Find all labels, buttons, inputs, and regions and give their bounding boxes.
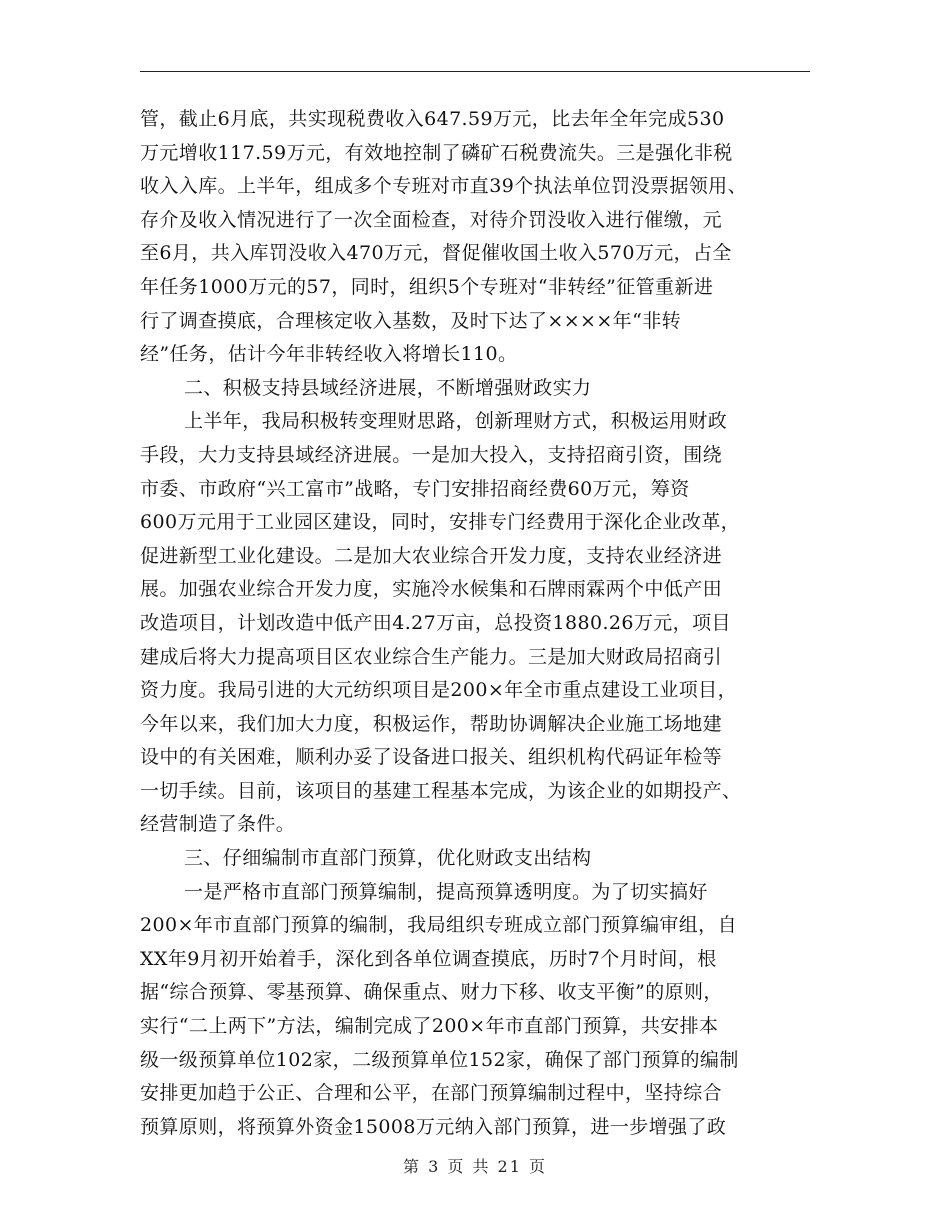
body-line: 收入入库。上半年，组成多个专班对市直39个执法单位罚没票据领用、 (140, 175, 747, 198)
paragraph-first-line: 上半年，我局积极转变理财思路，创新理财方式，积极运用财政 (184, 410, 728, 433)
body-line: 经营制造了条件。 (140, 813, 296, 836)
body-line: 据“综合预算、零基预算、确保重点、财力下移、收支平衡”的原则， (140, 981, 723, 1004)
body-line: 市委、市政府“兴工富市”战略，专门安排招商经费60万元，筹资 (140, 477, 690, 500)
body-line: 存介及收入情况进行了一次全面检查，对待介罚没收入进行催缴，元 (140, 208, 723, 231)
body-line: XX年9月初开始着手，深化到各单位调查摸底，历时7个月时间，根 (140, 947, 717, 970)
body-line: 改造项目，计划改造中低产田4.27万亩，总投资1880.26万元，项目 (140, 611, 731, 634)
document-body (140, 103, 815, 1144)
section-heading: 三、仔细编制市直部门预算，优化财政支出结构 (184, 847, 592, 870)
body-line: 展。加强农业综合开发力度，实施冷水候集和石牌雨霖两个中低产田 (140, 578, 723, 601)
body-line: 今年以来，我们加大力度，积极运作，帮助协调解决企业施工场地建 (140, 712, 723, 735)
body-line: 一切手续。目前，该项目的基建工程基本完成，为该企业的如期投产、 (140, 779, 742, 802)
body-line: 实行“二上两下”方法，编制完成了200×年市直部门预算，共安排本 (140, 1015, 719, 1038)
body-line: 年任务1000万元的57，同时，组织5个专班对“非转经”征管重新进 (140, 275, 714, 298)
body-line: 预算原则，将预算外资金15008万元纳入部门预算，进一步增强了政 (140, 1115, 727, 1138)
body-line: 200×年市直部门预算的编制，我局组织专班成立部门预算编审组，自 (140, 914, 737, 937)
body-line: 万元增收117.59万元，有效地控制了磷矿石税费流失。三是强化非税 (140, 141, 733, 164)
body-line: 促进新型工业化建设。二是加大农业综合开发力度，支持农业经济进 (140, 544, 723, 567)
body-line: 资力度。我局引进的大元纺织项目是200×年全市重点建设工业项目， (140, 679, 737, 702)
body-line: 建成后将大力提高项目区农业综合生产能力。三是加大财政局招商引 (140, 645, 723, 668)
body-line: 行了调查摸底，合理核定收入基数，及时下达了××××年“非转 (140, 309, 681, 332)
body-line: 经”任务，估计今年非转经收入将增长110。 (140, 343, 518, 366)
paragraph-first-line: 一是严格市直部门预算编制，提高预算透明度。为了切实搞好 (184, 880, 708, 903)
body-line: 设中的有关困难，顺利办妥了设备进口报关、组织机构代码证年检等 (140, 746, 723, 769)
section-heading: 二、积极支持县域经济进展，不断增强财政实力 (184, 376, 592, 399)
body-line: 管，截止6月底，共实现税费收入647.59万元，比去年全年完成530 (140, 108, 725, 130)
body-line: 至6月，共入库罚没收入470万元，督促催收国土收入570万元，占全 (140, 242, 732, 265)
body-line: 手段，大力支持县域经济进展。一是加大投入，支持招商引资，围绕 (140, 443, 723, 466)
body-line: 安排更加趋于公正、合理和公平，在部门预算编制过程中，坚持综合 (140, 1082, 723, 1105)
page-number-footer: 第 3 页 共 21 页 (403, 1157, 547, 1176)
body-line: 级一级预算单位102家，二级预算单位152家，确保了部门预算的编制 (140, 1048, 739, 1071)
body-line: 600万元用于工业园区建设，同时，安排专门经费用于深化企业改革， (140, 511, 741, 534)
header-rule (140, 71, 810, 72)
